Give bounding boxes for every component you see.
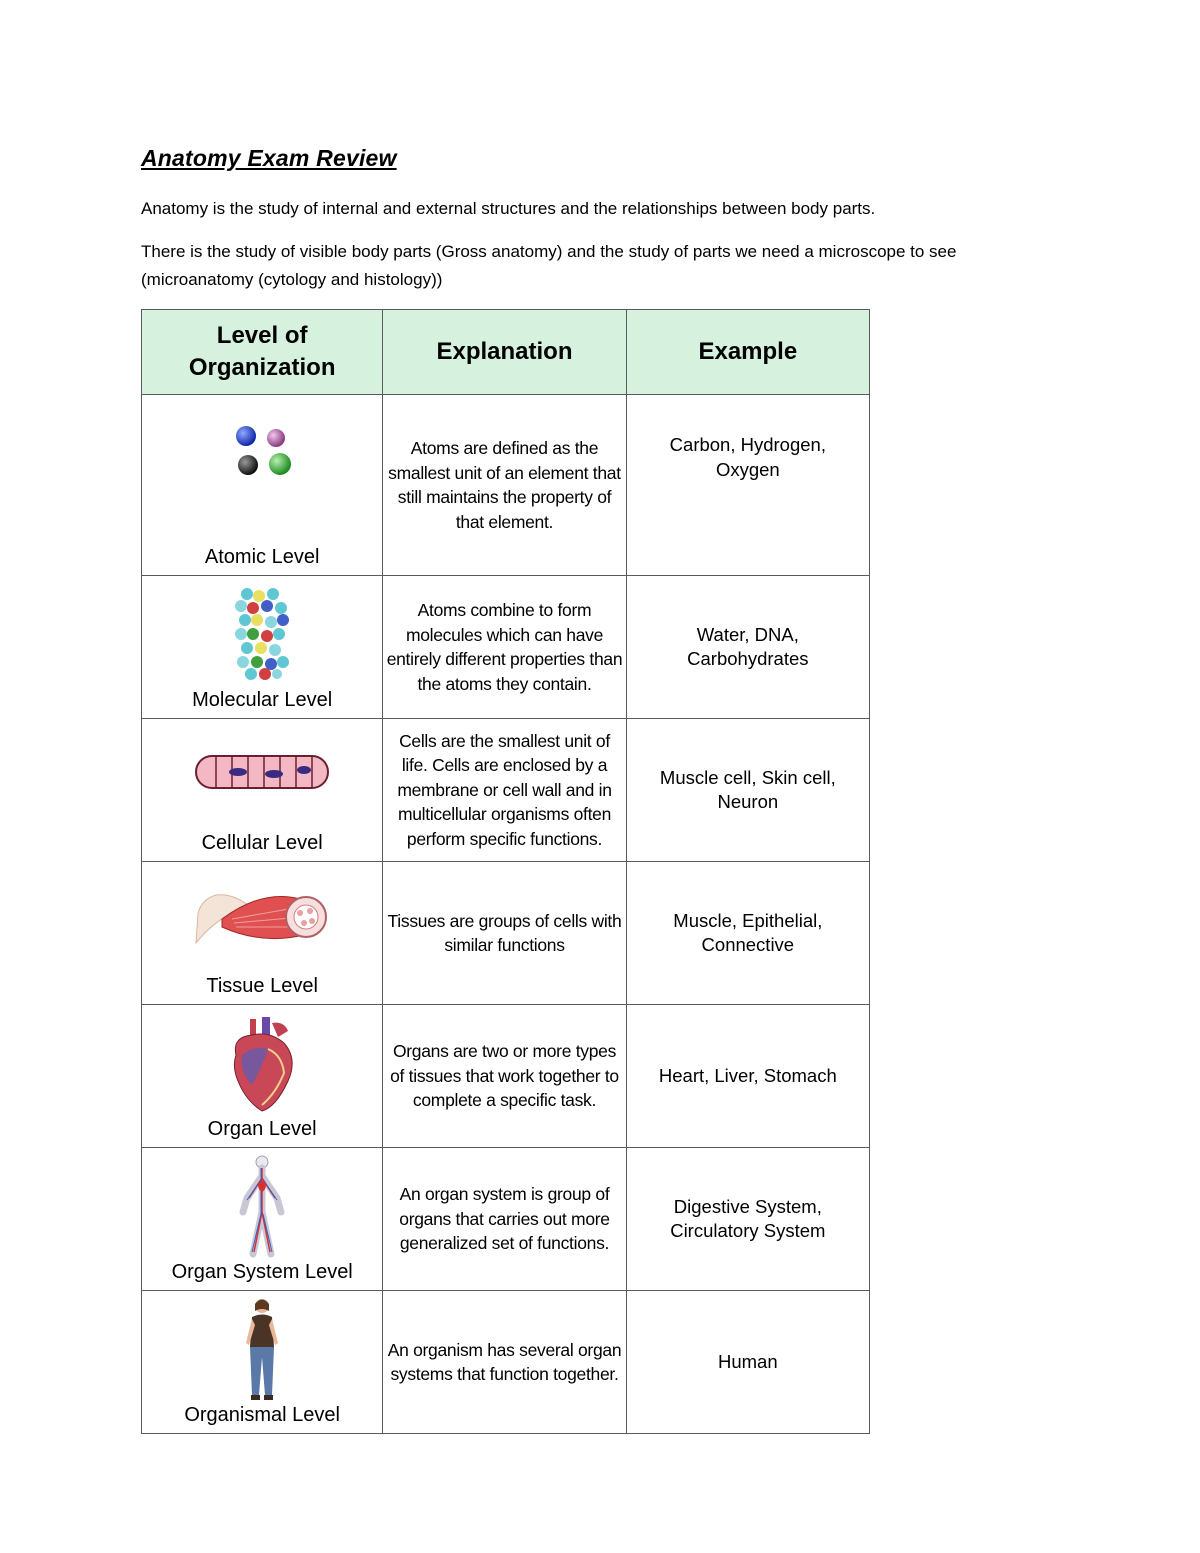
table-header-row [142, 310, 870, 395]
dna-molecule-icon [227, 586, 297, 682]
header-level: Level of Organization [142, 310, 383, 395]
example-cell: Heart, Liver, Stomach [626, 1005, 869, 1148]
header-explanation: Explanation [383, 310, 626, 395]
explanation-cell: Atoms are defined as the smallest unit of an element that still maintains the property of that element. [383, 395, 626, 576]
level-cell [142, 395, 383, 576]
levels-of-organization-table [141, 309, 870, 1434]
example-cell: Human [626, 1291, 869, 1434]
circulatory-system-icon [237, 1154, 287, 1258]
muscle-cell-icon [192, 750, 332, 794]
example-cell: Muscle, Epithelial, Connective [626, 862, 869, 1005]
level-cell [142, 1148, 383, 1291]
table-row [142, 576, 870, 719]
level-name: Organismal Level [184, 1404, 340, 1426]
level-cell [142, 719, 383, 862]
explanation-cell: Cells are the smallest unit of life. Cells are enclosed by a membrane or cell wall and in multicellular organisms often perform specific functions. [383, 719, 626, 862]
explanation-cell: Organs are two or more types of tissues that work together to complete a specific task. [383, 1005, 626, 1148]
table-row [142, 1148, 870, 1291]
table-row [142, 395, 870, 576]
level-name: Organ System Level [171, 1261, 353, 1283]
level-cell [142, 1005, 383, 1148]
level-name: Cellular Level [201, 832, 323, 854]
explanation-cell: Atoms combine to form molecules which can have entirely different properties than the atoms they contain. [383, 576, 626, 719]
level-cell [142, 862, 383, 1005]
human-figure-icon [237, 1297, 287, 1403]
example-cell: Water, DNA, Carbohydrates [626, 576, 869, 719]
table-row [142, 1291, 870, 1434]
example-cell: Carbon, Hydrogen, Oxygen [626, 395, 869, 576]
document-title: Anatomy Exam Review [141, 145, 397, 171]
scope-paragraph: There is the study of visible body parts (Gross anatomy) and the study of parts we need a microscope to see (microanatomy (cytology and histology)) [141, 242, 957, 289]
example-cell: Muscle cell, Skin cell, Neuron [626, 719, 869, 862]
level-cell [142, 576, 383, 719]
intro-paragraph: Anatomy is the study of internal and external structures and the relationships between body parts. [141, 199, 876, 218]
explanation-cell: Tissues are groups of cells with similar functions [383, 862, 626, 1005]
table-row [142, 719, 870, 862]
atoms-icon [222, 418, 302, 488]
header-example: Example [626, 310, 869, 395]
explanation-cell: An organism has several organ systems that function together. [383, 1291, 626, 1434]
level-cell [142, 1291, 383, 1434]
level-name: Organ Level [207, 1118, 317, 1140]
level-name: Atomic Level [204, 546, 320, 568]
level-name: Tissue Level [206, 975, 318, 997]
level-name: Molecular Level [192, 689, 333, 711]
heart-icon [222, 1015, 302, 1115]
example-cell: Digestive System, Circulatory System [626, 1148, 869, 1291]
muscle-tissue-icon [192, 883, 332, 953]
explanation-cell: An organ system is group of organs that carries out more generalized set of functions. [383, 1148, 626, 1291]
table-row [142, 1005, 870, 1148]
table-row [142, 862, 870, 1005]
